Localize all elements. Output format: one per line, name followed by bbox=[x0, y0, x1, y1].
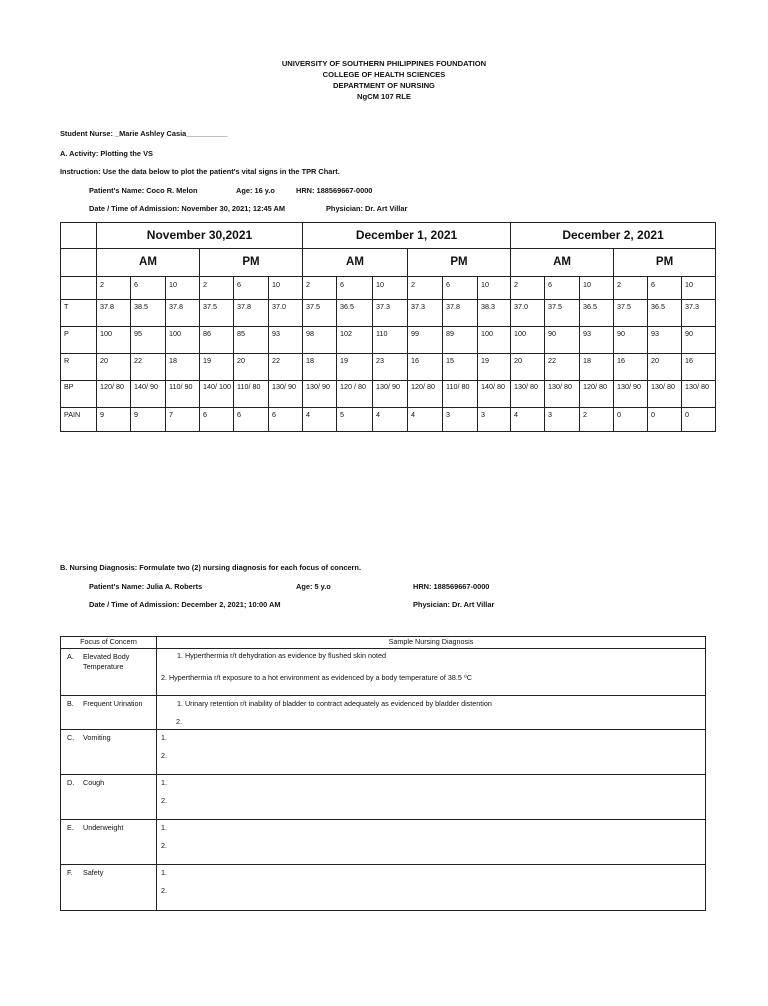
diagnosis-1: 1. bbox=[161, 778, 167, 787]
vs-value: 6 bbox=[200, 408, 234, 432]
vs-value: 90 bbox=[545, 327, 580, 354]
respiration-row bbox=[61, 354, 716, 381]
hour-row bbox=[61, 277, 716, 300]
diagnosis-cell bbox=[157, 730, 706, 775]
vs-value: 37.0 bbox=[511, 300, 545, 327]
hour-cell: 2 bbox=[511, 277, 545, 300]
focus-cell bbox=[61, 820, 157, 865]
diagnosis-1: 1. bbox=[161, 868, 167, 877]
vs-value: 37.8 bbox=[166, 300, 200, 327]
vs-value: 18 bbox=[166, 354, 200, 381]
hour-cell: 10 bbox=[580, 277, 614, 300]
hour-cell: 10 bbox=[373, 277, 408, 300]
vs-value: 100 bbox=[166, 327, 200, 354]
blood-pressure-row bbox=[61, 381, 716, 408]
hour-cell: 2 bbox=[303, 277, 337, 300]
vs-value: 6 bbox=[269, 408, 303, 432]
vs-value: 100 bbox=[511, 327, 545, 354]
hour-cell: 2 bbox=[408, 277, 443, 300]
vs-value: 18 bbox=[580, 354, 614, 381]
ampm-header: AM bbox=[511, 249, 614, 277]
nd-row bbox=[61, 730, 706, 775]
focus-header: Focus of Concern bbox=[61, 637, 157, 649]
vs-corner-cell bbox=[61, 223, 97, 249]
admission-a: Date / Time of Admission: November 30, 2021; 12:45 AM bbox=[89, 204, 286, 213]
vs-value: 98 bbox=[303, 327, 337, 354]
vs-value: 120 / 80 bbox=[337, 381, 373, 408]
hour-cell: 6 bbox=[648, 277, 682, 300]
date-header: December 2, 2021 bbox=[511, 223, 716, 249]
admission-b: Date / Time of Admission: December 2, 2021; 10:00 AM bbox=[89, 600, 281, 609]
diagnosis-header: Sample Nursing Diagnosis bbox=[157, 637, 706, 649]
diagnosis-1: 1. bbox=[161, 823, 167, 832]
hour-cell: 2 bbox=[614, 277, 648, 300]
vs-value: 6 bbox=[234, 408, 269, 432]
vs-value: 0 bbox=[648, 408, 682, 432]
row-label: T bbox=[61, 300, 97, 327]
student-nurse-line: Student Nurse: _Marie Ashley Casia__________ bbox=[60, 129, 228, 138]
vs-value: 130/ 90 bbox=[303, 381, 337, 408]
vs-corner-cell bbox=[61, 249, 97, 277]
patient-name-a: Patient's Name: Coco R. Melon bbox=[89, 186, 198, 195]
vs-value: 37.5 bbox=[545, 300, 580, 327]
vs-value: 19 bbox=[337, 354, 373, 381]
ampm-header: PM bbox=[200, 249, 303, 277]
vs-value: 140/ 100 bbox=[200, 381, 234, 408]
vs-value: 130/ 80 bbox=[648, 381, 682, 408]
hour-cell: 6 bbox=[337, 277, 373, 300]
vs-value: 130/ 90 bbox=[269, 381, 303, 408]
focus-letter: D. bbox=[67, 778, 75, 787]
course-code: NgCM 107 RLE bbox=[356, 92, 411, 101]
focus-cell bbox=[61, 730, 157, 775]
vs-value: 4 bbox=[511, 408, 545, 432]
vs-value: 22 bbox=[269, 354, 303, 381]
row-label: BP bbox=[61, 381, 97, 408]
focus-letter: A. bbox=[67, 652, 74, 661]
vs-value: 37.5 bbox=[614, 300, 648, 327]
vs-value: 20 bbox=[648, 354, 682, 381]
vs-value: 90 bbox=[614, 327, 648, 354]
vs-value: 37.8 bbox=[443, 300, 478, 327]
row-label: R bbox=[61, 354, 97, 381]
pulse-row bbox=[61, 327, 716, 354]
vs-value: 7 bbox=[166, 408, 200, 432]
vs-value: 37.8 bbox=[234, 300, 269, 327]
vs-value: 0 bbox=[614, 408, 648, 432]
vs-value: 110/ 80 bbox=[443, 381, 478, 408]
diagnosis-cell bbox=[157, 865, 706, 911]
vs-value: 38.5 bbox=[131, 300, 166, 327]
vs-value: 3 bbox=[478, 408, 511, 432]
vs-value: 20 bbox=[511, 354, 545, 381]
diagnosis-1: 1. Hyperthermia r/t dehydration as evidence by flushed skin noted bbox=[177, 651, 386, 660]
physician-b: Physician: Dr. Art Villar bbox=[413, 600, 495, 609]
vs-value: 2 bbox=[580, 408, 614, 432]
ampm-header: AM bbox=[97, 249, 200, 277]
focus-label: Safety bbox=[83, 868, 104, 877]
hour-cell: 10 bbox=[682, 277, 716, 300]
vs-value: 22 bbox=[545, 354, 580, 381]
vs-value: 9 bbox=[131, 408, 166, 432]
vs-value: 23 bbox=[373, 354, 408, 381]
hrn-a: HRN: 188569667-0000 bbox=[296, 186, 373, 195]
patient-age-b: Age: 5 y.o bbox=[296, 582, 331, 591]
vs-value: 36.5 bbox=[337, 300, 373, 327]
focus-letter: C. bbox=[67, 733, 75, 742]
focus-label: Vomiting bbox=[83, 733, 111, 742]
vs-value: 4 bbox=[373, 408, 408, 432]
section-a-label: A. Activity: Plotting the VS bbox=[60, 149, 153, 158]
vs-value: 140/ 80 bbox=[478, 381, 511, 408]
vs-value: 85 bbox=[234, 327, 269, 354]
date-header: November 30,2021 bbox=[97, 223, 303, 249]
diagnosis-1: 1. Urinary retention r/t inability of bladder to contract adequately as evidenced by bladder distention bbox=[177, 699, 492, 708]
vs-value: 37.3 bbox=[682, 300, 716, 327]
ampm-header: PM bbox=[408, 249, 511, 277]
vs-value: 3 bbox=[545, 408, 580, 432]
nd-row bbox=[61, 865, 706, 911]
date-header: December 1, 2021 bbox=[303, 223, 511, 249]
vs-value: 130/ 90 bbox=[614, 381, 648, 408]
row-label: PAIN bbox=[61, 408, 97, 432]
vs-value: 140/ 90 bbox=[131, 381, 166, 408]
vs-value: 130/ 80 bbox=[545, 381, 580, 408]
ampm-header: PM bbox=[614, 249, 716, 277]
vs-value: 120/ 80 bbox=[580, 381, 614, 408]
hour-cell: 6 bbox=[131, 277, 166, 300]
vs-value: 19 bbox=[200, 354, 234, 381]
diagnosis-2: 2. bbox=[176, 717, 182, 726]
nd-row bbox=[61, 696, 706, 730]
vs-value: 110/ 80 bbox=[234, 381, 269, 408]
section-b-label: B. Nursing Diagnosis: Formulate two (2) nursing diagnosis for each focus of concern. bbox=[60, 563, 361, 572]
hour-cell: 2 bbox=[97, 277, 131, 300]
hour-cell: 10 bbox=[166, 277, 200, 300]
vs-value: 93 bbox=[648, 327, 682, 354]
vs-value: 16 bbox=[614, 354, 648, 381]
focus-cell bbox=[61, 775, 157, 820]
focus-cell bbox=[61, 696, 157, 730]
vs-value: 4 bbox=[303, 408, 337, 432]
vs-value: 99 bbox=[408, 327, 443, 354]
vital-signs-table bbox=[60, 222, 716, 432]
vs-value: 18 bbox=[303, 354, 337, 381]
vs-value: 16 bbox=[682, 354, 716, 381]
row-label: P bbox=[61, 327, 97, 354]
vs-value: 38.3 bbox=[478, 300, 511, 327]
vs-value: 20 bbox=[234, 354, 269, 381]
focus-label: Frequent Urination bbox=[83, 699, 143, 708]
vs-value: 102 bbox=[337, 327, 373, 354]
vs-value: 93 bbox=[269, 327, 303, 354]
vs-value: 22 bbox=[131, 354, 166, 381]
patient-name-b: Patient's Name: Julia A. Roberts bbox=[89, 582, 203, 591]
vs-value: 20 bbox=[97, 354, 131, 381]
hour-cell: 6 bbox=[545, 277, 580, 300]
diagnosis-cell bbox=[157, 775, 706, 820]
vs-value: 5 bbox=[337, 408, 373, 432]
diagnosis-2: 2. bbox=[161, 751, 167, 760]
vs-value: 3 bbox=[443, 408, 478, 432]
vs-value: 120/ 80 bbox=[97, 381, 131, 408]
diagnosis-2: 2. bbox=[161, 796, 167, 805]
diagnosis-cell bbox=[157, 820, 706, 865]
vs-value: 130/ 80 bbox=[511, 381, 545, 408]
vs-value: 36.5 bbox=[580, 300, 614, 327]
hour-cell: 6 bbox=[234, 277, 269, 300]
diagnosis-2: 2. bbox=[161, 841, 167, 850]
vs-value: 37.3 bbox=[408, 300, 443, 327]
diagnosis-1: 1. bbox=[161, 733, 167, 742]
hour-cell: 2 bbox=[200, 277, 234, 300]
nd-row bbox=[61, 649, 706, 696]
hour-cell: 10 bbox=[478, 277, 511, 300]
hrn-b: HRN: 188569667-0000 bbox=[413, 582, 490, 591]
focus-cell bbox=[61, 865, 157, 911]
focus-letter: B. bbox=[67, 699, 74, 708]
vs-value: 9 bbox=[97, 408, 131, 432]
focus-label: Underweight bbox=[83, 823, 124, 832]
vs-value: 37.5 bbox=[200, 300, 234, 327]
vs-value: 90 bbox=[682, 327, 716, 354]
vs-value: 37.5 bbox=[303, 300, 337, 327]
vs-value: 100 bbox=[478, 327, 511, 354]
vs-value: 37.3 bbox=[373, 300, 408, 327]
vs-value: 130/ 90 bbox=[373, 381, 408, 408]
vs-value: 95 bbox=[131, 327, 166, 354]
vs-value: 15 bbox=[443, 354, 478, 381]
vs-value: 37.0 bbox=[269, 300, 303, 327]
section-a-instruction: Instruction: Use the data below to plot the patient's vital signs in the TPR Chart. bbox=[60, 167, 340, 176]
patient-age-a: Age: 16 y.o bbox=[236, 186, 275, 195]
focus-letter: E. bbox=[67, 823, 74, 832]
focus-letter: F. bbox=[67, 868, 73, 877]
focus-cell bbox=[61, 649, 157, 696]
vs-value: 110/ 90 bbox=[166, 381, 200, 408]
department-name: DEPARTMENT OF NURSING bbox=[333, 81, 435, 90]
diagnosis-cell bbox=[157, 696, 706, 730]
diagnosis-cell bbox=[157, 649, 706, 696]
temperature-row bbox=[61, 300, 716, 327]
physician-a: Physician: Dr. Art Villar bbox=[326, 204, 408, 213]
college-name: COLLEGE OF HEALTH SCIENCES bbox=[322, 70, 446, 79]
vs-value: 100 bbox=[97, 327, 131, 354]
vs-value: 0 bbox=[682, 408, 716, 432]
vs-value: 37.8 bbox=[97, 300, 131, 327]
vs-value: 36.5 bbox=[648, 300, 682, 327]
university-name: UNIVERSITY OF SOUTHERN PHILIPPINES FOUNDATION bbox=[281, 59, 487, 68]
vs-value: 93 bbox=[580, 327, 614, 354]
vs-value: 110 bbox=[373, 327, 408, 354]
nd-row bbox=[61, 775, 706, 820]
diagnosis-2: 2. bbox=[161, 886, 167, 895]
hour-cell: 10 bbox=[269, 277, 303, 300]
focus-label: Cough bbox=[83, 778, 105, 787]
diagnosis-2: 2. Hyperthermia r/t exposure to a hot environment as evidenced by a body temperature of 38.5 ⁰C bbox=[161, 673, 472, 682]
vs-value: 89 bbox=[443, 327, 478, 354]
vs-value: 86 bbox=[200, 327, 234, 354]
hour-cell: 6 bbox=[443, 277, 478, 300]
vs-value: 120/ 80 bbox=[408, 381, 443, 408]
focus-label: Elevated Body Temperature bbox=[83, 652, 130, 671]
vs-value: 19 bbox=[478, 354, 511, 381]
vs-value: 16 bbox=[408, 354, 443, 381]
pain-row bbox=[61, 408, 716, 432]
nursing-diagnosis-table bbox=[60, 636, 706, 911]
vs-value: 130/ 80 bbox=[682, 381, 716, 408]
ampm-header: AM bbox=[303, 249, 408, 277]
vs-corner-cell bbox=[61, 277, 97, 300]
nd-row bbox=[61, 820, 706, 865]
vs-value: 4 bbox=[408, 408, 443, 432]
